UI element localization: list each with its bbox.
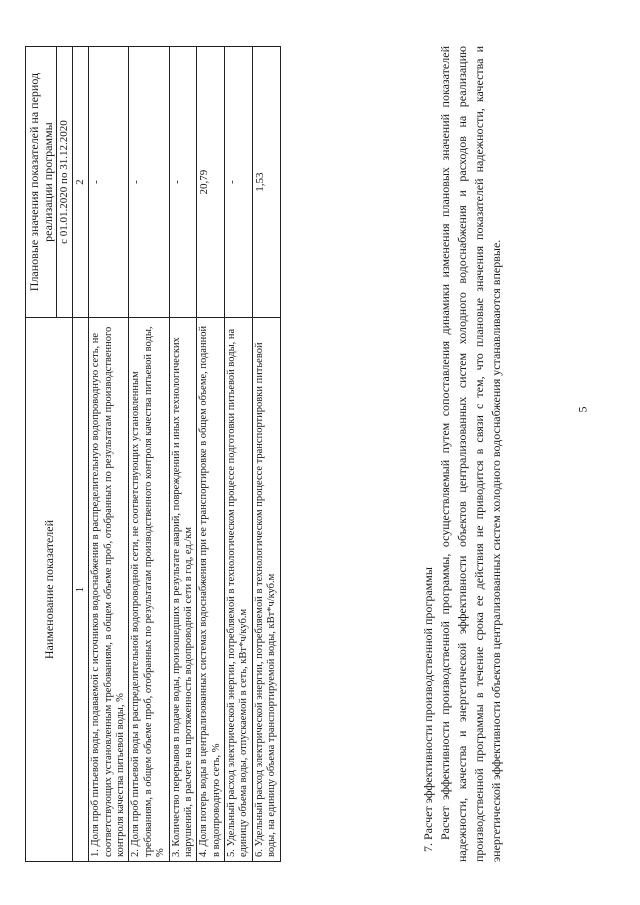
indicator-name: 4. Доля потерь воды в централизованных системах водоснабжения при ее транспортировке в общем объеме, поданной в водопроводную сеть, % (197, 318, 225, 862)
header-indicator-name: Наименование показателей (26, 318, 73, 862)
table-row (225, 47, 253, 862)
column-number-1: 1 (73, 318, 89, 862)
column-number-2: 2 (73, 47, 89, 318)
indicator-name: 1. Доля проб питьевой воды, подаваемой с источников водоснабжения в распределительную водопроводную сеть, не соответствующих установленным требованиям, в общем объеме проб, отобранных по результатам производственного контроля качества питьевой воды, % (89, 318, 129, 862)
table-row (89, 47, 129, 862)
section-title: 7. Расчет эффективности производственной программы (421, 567, 435, 852)
page-number: 5 (575, 406, 590, 413)
indicator-value: 20,79 (197, 47, 225, 318)
indicator-value: - (169, 47, 197, 318)
indicator-value: - (89, 47, 129, 318)
indicator-name: 2. Доля проб питьевой воды в распределительной водопроводной сети, не соответствующих установленным требованиям, в общем объеме проб, отобранных по результатам производственного контроля качества питьевой воды, % (129, 318, 169, 862)
indicator-name: 5. Удельный расход электрической энергии, потребляемой в технологическом процессе подготовки питьевой воды, на единицу объема воды, отпускаемой в сеть, кВт*ч/куб.м (225, 318, 253, 862)
indicators-table (25, 46, 281, 862)
indicator-value: - (129, 47, 169, 318)
indicator-value: 1,53 (252, 47, 280, 318)
rotated-page-content (25, 22, 615, 882)
table-row (197, 47, 225, 862)
indicator-name: 6. Удельный расход электрической энергии, потребляемой в технологическом процессе транспортировки питьевой воды, на единицу объема транспортируемой воды, кВт*ч/куб.м (252, 318, 280, 862)
efficiency-section (420, 46, 505, 862)
table-row (252, 47, 280, 862)
table-row (129, 47, 169, 862)
table-row (169, 47, 197, 862)
indicator-value: - (225, 47, 253, 318)
indicator-name: 3. Количество перерывов в подаче воды, произошедших в результате аварий, повреждений и иных технологических нарушений, в расчете на протяженность водопроводной сети в год, ед./км (169, 318, 197, 862)
header-plan-values: Плановые значения показателей на период реализации программы (26, 47, 57, 318)
section-paragraph: Расчет эффективности производственной программы, осуществляемый путем сопоставления динамики изменения плановых значений показателей надежности, качества и энергетической эффективности объектов централизованных систем холодного водоснабжения и расходов на реализацию производственной программы в течение срока ее действия не приводится в связи с тем, что плановые значения показателей надежности, качества и энергетической эффективности объектов централизованных систем холодного водоснабжения устанавливаются впервые. (438, 46, 504, 862)
header-period: с 01.01.2020 по 31.12.2020 (57, 47, 73, 318)
